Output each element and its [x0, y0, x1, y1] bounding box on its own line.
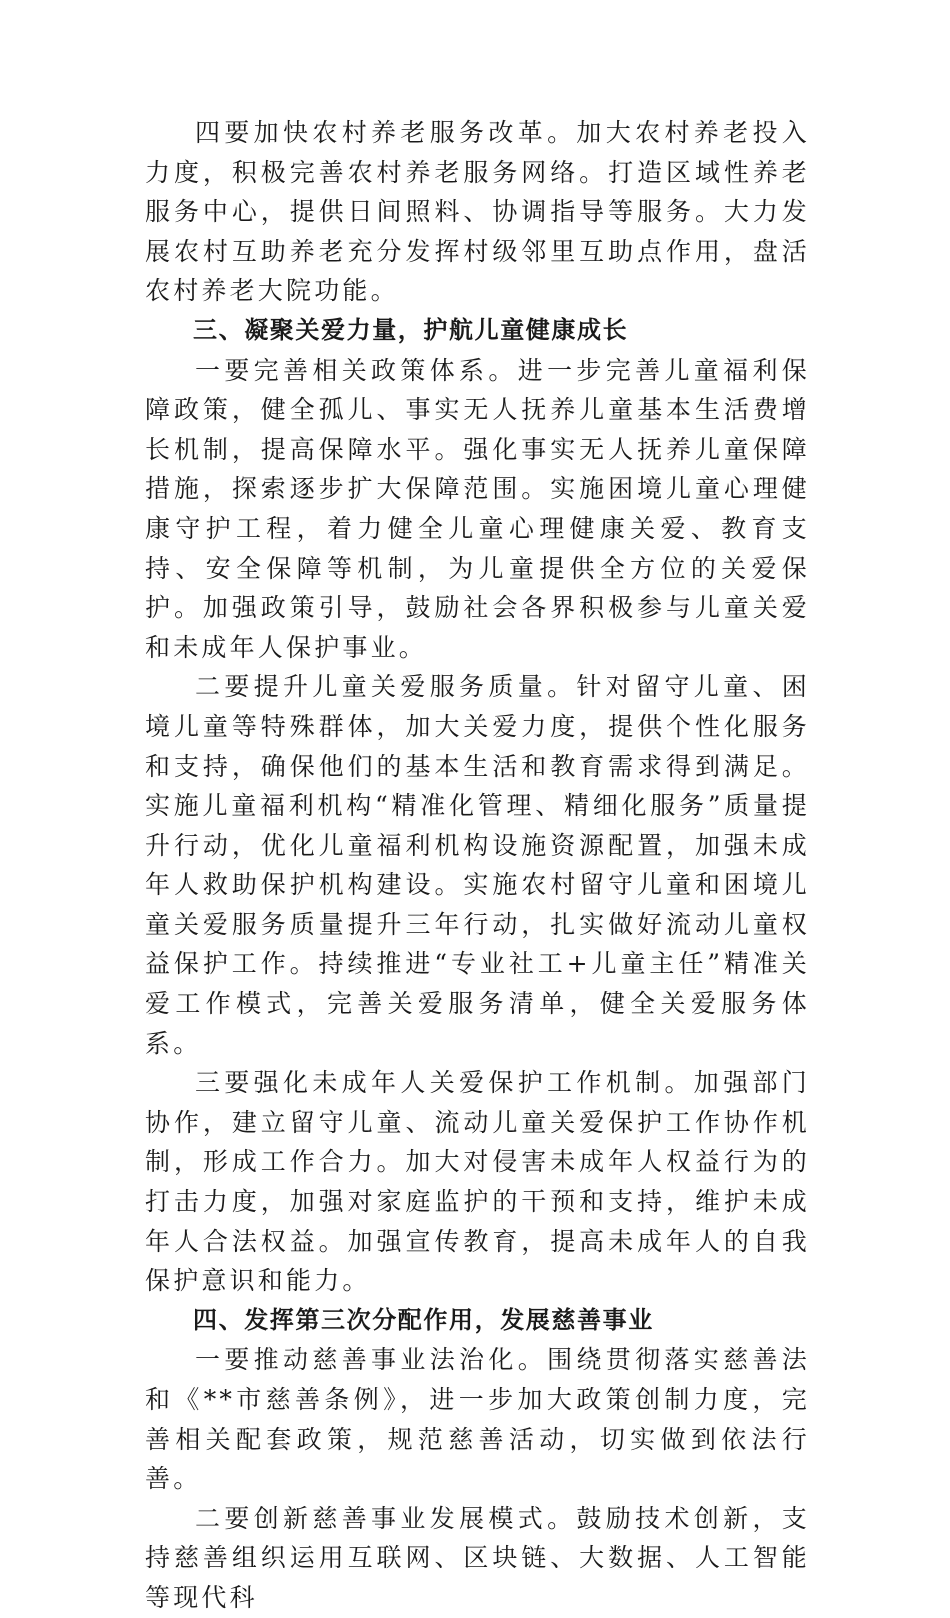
paragraph-charity-innovation: 二要创新慈善事业发展模式。鼓励技术创新，支持慈善组织运用互联网、区块链、大数据、人工智能等现代科	[145, 1503, 810, 1612]
paragraph-service-quality: 二要提升儿童关爱服务质量。针对留守儿童、困境儿童等特殊群体，加大关爱力度，提供个性化服务和支持，确保他们的基本生活和教育需求得到满足。实施儿童福利机构“精准化管理、精细化服务”质量提升行动，优化儿童福利机构设施资源配置，加强未成年人救助保护机构建设。实施农村留守儿童和困境儿童关爱服务质量提升三年行动，扎实做好流动儿童权益保护工作。持续推进“专业社工+儿童主任”精准关爱工作模式，完善关爱服务清单，健全关爱服务体系。	[145, 672, 810, 1058]
paragraph-policy-system: 一要完善相关政策体系。进一步完善儿童福利保障政策，健全孤儿、事实无人抚养儿童基本生活费增长机制，提高保障水平。强化事实无人抚养儿童保障措施，探索逐步扩大保障范围。实施困境儿童心理健康守护工程，着力健全儿童心理健康关爱、教育支持、安全保障等机制，为儿童提供全方位的关爱保护。加强政策引导，鼓励社会各界积极参与儿童关爱和未成年人保护事业。	[145, 355, 810, 662]
section-heading-charity: 四、发挥第三次分配作用，发展慈善事业	[193, 1305, 654, 1334]
paragraph-rural-elderly-care: 四要加快农村养老服务改革。加大农村养老投入力度，积极完善农村养老服务网络。打造区域性养老服务中心，提供日间照料、协调指导等服务。大力发展农村互助养老充分发挥村级邻里互助点作用，盘活农村养老大院功能。	[145, 118, 810, 306]
document-body	[145, 113, 810, 1618]
paragraph-protection-mechanism: 三要强化未成年人关爱保护工作机制。加强部门协作，建立留守儿童、流动儿童关爱保护工作协作机制，形成工作合力。加大对侵害未成年人权益行为的打击力度，加强对家庭监护的干预和支持，维护未成年人合法权益。加强宣传教育，提高未成年人的自我保护意识和能力。	[145, 1068, 810, 1296]
paragraph-charity-legalization: 一要推动慈善事业法治化。围绕贯彻落实慈善法和《**市慈善条例》，进一步加大政策创制力度，完善相关配套政策，规范慈善活动，切实做到依法行善。	[145, 1345, 810, 1494]
section-heading-child-care: 三、凝聚关爱力量，护航儿童健康成长	[193, 315, 629, 344]
